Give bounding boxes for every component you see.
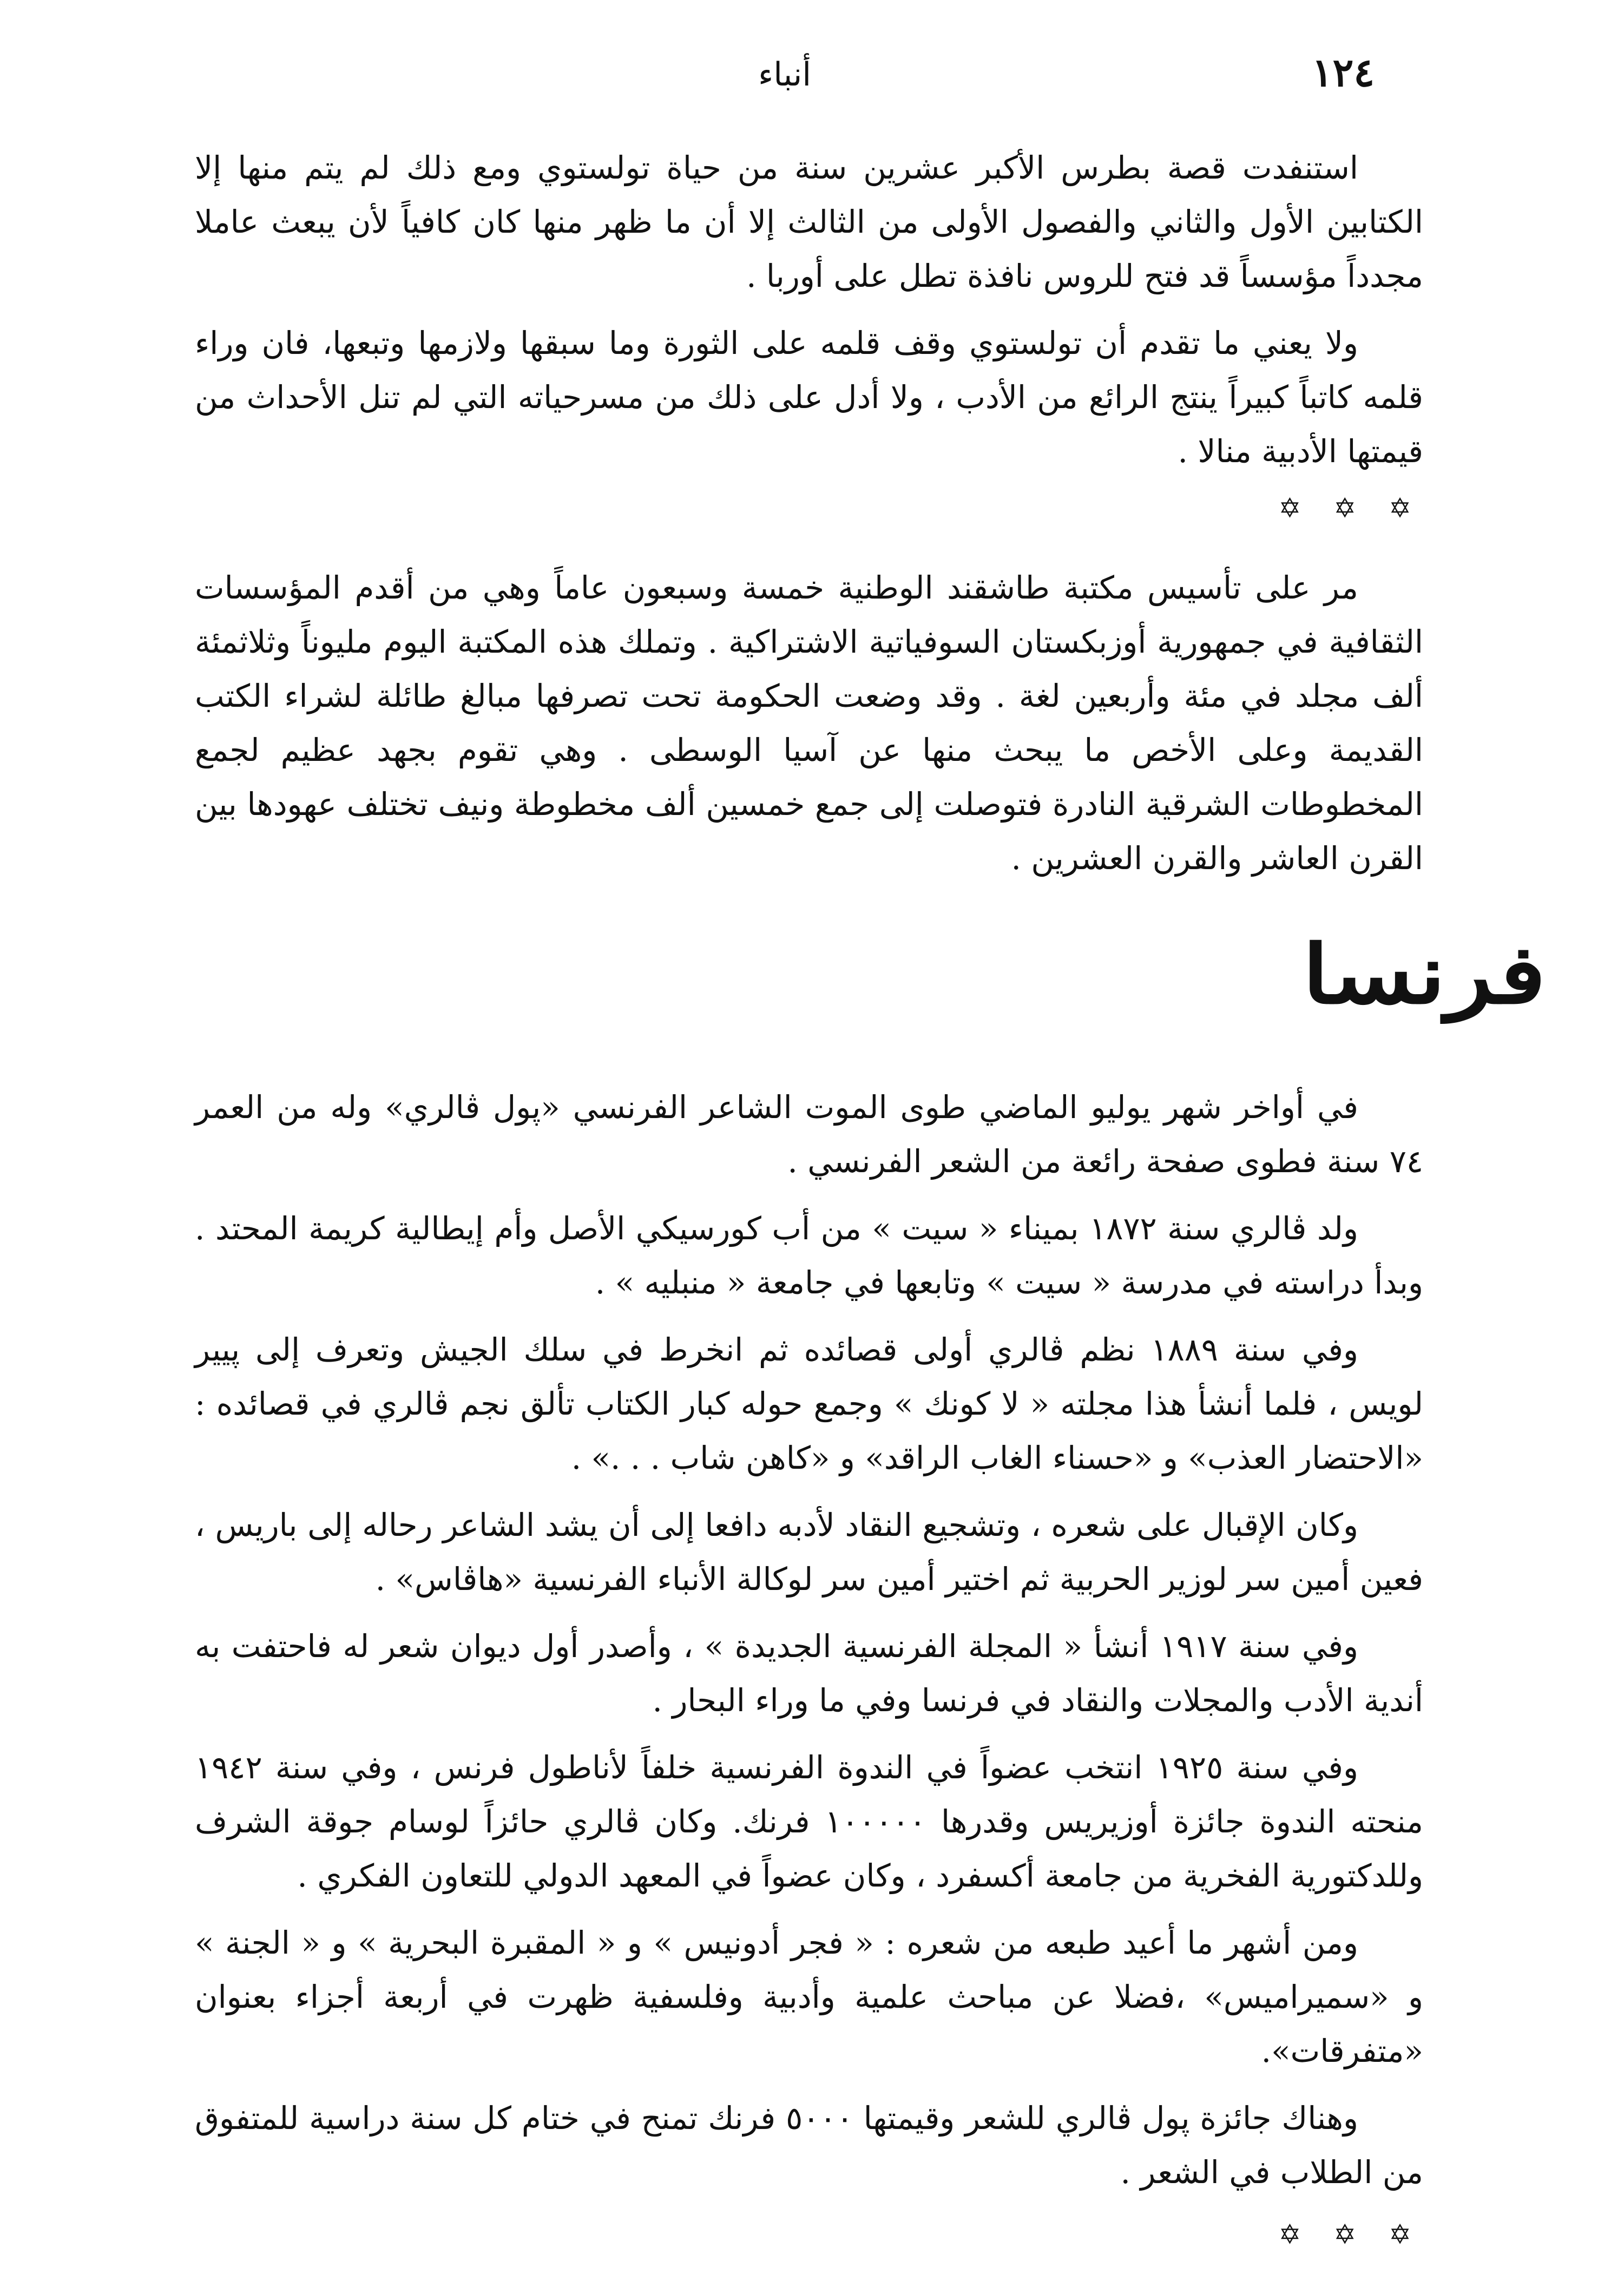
body-paragraph: استنفدت قصة بطرس الأكبر عشرين سنة من حياة تولستوي ومع ذلك لم يتم منها إلا الكتابين الأول والثاني والفصول الأولى من الثالث إلا أن ما ظهر منها كان كافياً لأن يبعث عاملا مجدداً مؤسساً قد فتح للروس نافذة تطل على أوربا . [195, 149, 1423, 294]
body-paragraph: وفي سنة ١٩٢٥ انتخب عضواً في الندوة الفرنسية خلفاً لأناطول فرنس ، وفي سنة ١٩٤٢ منحته الندوة جائزة أوزيريس وقدرها ١٠٠٠٠٠ فرنك. وكان ڤالري حائزاً لوسام جوقة الشرف وللدكتورية الفخرية من جامعة أكسفرد ، وكان عضواً في المعهد الدولي للتعاون الفكري . [195, 1749, 1423, 1894]
body-paragraph: ولا يعني ما تقدم أن تولستوي وقف قلمه على الثورة وما سبقها ولازمها وتبعها، فان وراء قلمه كاتباً كبيراً ينتج الرائع من الأدب ، ولا أدل على ذلك من مسرحياته التي لم تنل الأحداث من قيمتها الأدبية منالا . [195, 325, 1423, 470]
star-separator: ✡ ✡ ✡ [1278, 2219, 1423, 2250]
page-header [211, 49, 1375, 118]
body-paragraph: وفي سنة ١٨٨٩ نظم ڤالري أولى قصائده ثم انخرط في سلك الجيش وتعرف إلى پيير لويس ، فلما أنشأ هذا مجلته « لا كونك » وجمع حوله كبار الكتاب تألق نجم ڤالري في قصائده : «الاحتضار العذب» و «حسناء الغاب الراقد» و «كاهن شاب . . .» . [195, 1331, 1423, 1476]
section-heading-france: فرنسا [1302, 927, 1546, 1022]
news-section-tashkent [195, 561, 1423, 885]
page-content [195, 141, 1546, 2287]
news-section-tolstoy [195, 141, 1423, 478]
page-number: ١٢٤ [1311, 49, 1375, 95]
body-paragraph: في أواخر شهر يوليو الماضي طوى الموت الشاعر الفرنسي «پول ڤالري» وله من العمر ٧٤ سنة فطوى صفحة رائعة من الشعر الفرنسي . [195, 1089, 1423, 1180]
body-paragraph: ومن أشهر ما أعيد طبعه من شعره : « فجر أدونيس » و « المقبرة البحرية » و « الجنة » و «سميراميس» ،فضلا عن مباحث علمية وأدبية وفلسفية ظهرت في أربعة أجزاء بعنوان «متفرقات». [195, 1924, 1423, 2069]
news-section-france [195, 1080, 1423, 2199]
body-paragraph: وهناك جائزة پول ڤالري للشعر وقيمتها ٥٠٠٠ فرنك تمنح في ختام كل سنة دراسية للمتفوق من الطلاب في الشعر . [195, 2100, 1423, 2191]
star-separator: ✡ ✡ ✡ [1278, 492, 1423, 524]
body-paragraph: وكان الإقبال على شعره ، وتشجيع النقاد لأدبه دافعا إلى أن يشد الشاعر رحاله إلى باريس ، فعين أمين سر لوزير الحربية ثم اختير أمين سر لوكالة الأنباء الفرنسية «هاڤاس» . [195, 1507, 1423, 1598]
running-title: أنباء [758, 56, 811, 94]
body-paragraph: ولد ڤالري سنة ١٨٧٢ بميناء « سيت » من أب كورسيكي الأصل وأم إيطالية كريمة المحتد . وبدأ دراسته في مدرسة « سيت » وتابعها في جامعة « منبليه » . [195, 1210, 1423, 1301]
body-paragraph: مر على تأسيس مكتبة طاشقند الوطنية خمسة وسبعون عاماً وهي من أقدم المؤسسات الثقافية في جمهورية أوزبكستان السوفياتية الاشتراكية . وتملك هذه المكتبة اليوم مليوناً وثلاثمئة ألف مجلد في مئة وأربعين لغة . وقد وضعت الحكومة تحت تصرفها مبالغ طائلة لشراء الكتب القديمة وعلى الأخص ما يبحث منها عن آسيا الوسطى . وهي تقوم بجهد عظيم لجمع المخطوطات الشرقية النادرة فتوصلت إلى جمع خمسين ألف مخطوطة ونيف تختلف عهودها بين القرن العاشر والقرن العشرين . [195, 569, 1423, 877]
body-paragraph: وفي سنة ١٩١٧ أنشأ « المجلة الفرنسية الجديدة » ، وأصدر أول ديوان شعر له فاحتفت به أندية الأدب والمجلات والنقاد في فرنسا وفي ما وراء البحار . [195, 1628, 1423, 1719]
